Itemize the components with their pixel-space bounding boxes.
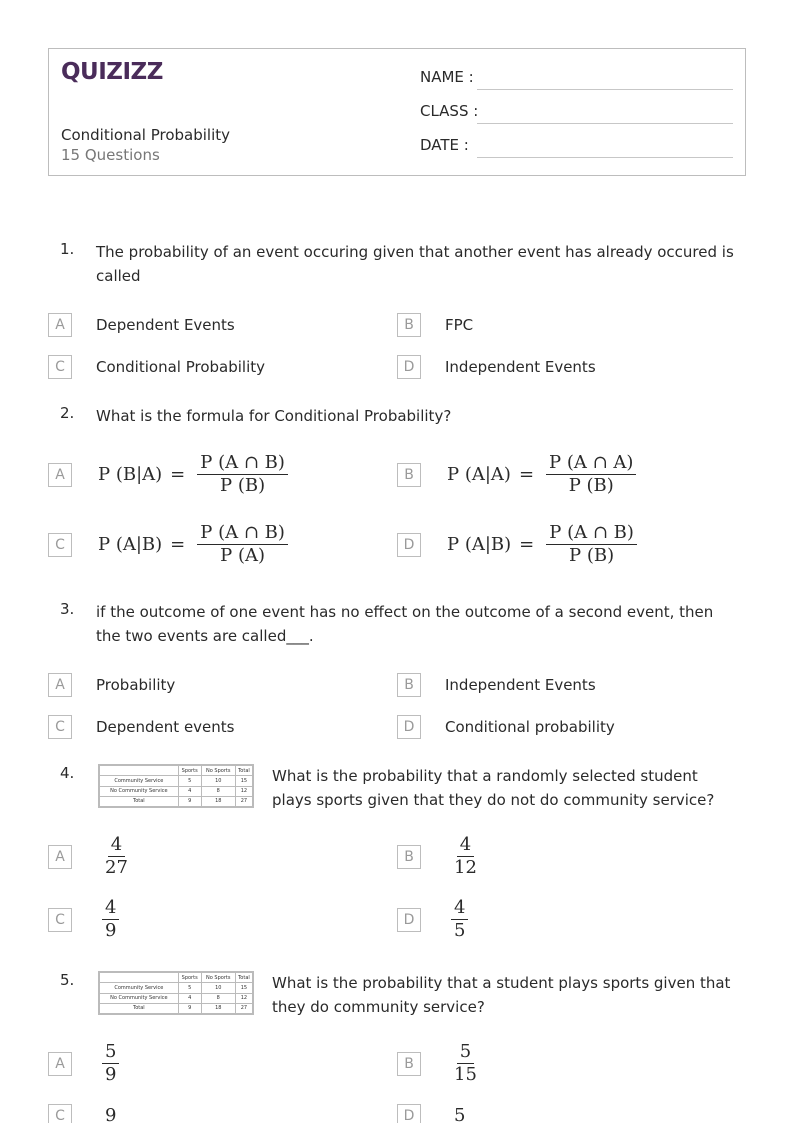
formula — [447, 1105, 472, 1123]
table-cell: 12 — [235, 786, 252, 796]
table-header-row — [100, 766, 253, 776]
denominator: P (B) — [220, 475, 266, 496]
option-b[interactable] — [397, 673, 596, 697]
option-c[interactable] — [48, 897, 123, 942]
table-row — [100, 776, 253, 786]
table-cell: No Sports — [201, 973, 235, 983]
table-cell: Total — [100, 1003, 179, 1013]
formula — [447, 452, 640, 497]
table-row — [100, 1003, 253, 1013]
option-letter: D — [397, 908, 421, 932]
question-number: 4. — [60, 764, 75, 782]
equals-sign: = — [170, 464, 186, 485]
worksheet-title: Conditional Probability — [61, 126, 230, 144]
table-row — [100, 796, 253, 806]
table-cell: 10 — [201, 776, 235, 786]
formula — [98, 897, 123, 942]
class-line[interactable] — [477, 123, 733, 124]
option-letter: B — [397, 845, 421, 869]
table-cell: 9 — [178, 1003, 201, 1013]
table-cell: 4 — [178, 993, 201, 1003]
date-label: DATE : — [420, 136, 469, 154]
denominator: 12 — [454, 857, 477, 878]
option-a[interactable] — [48, 673, 175, 697]
table-cell: 4 — [178, 786, 201, 796]
option-letter: D — [397, 355, 421, 379]
table-row — [100, 993, 253, 1003]
table-cell: 9 — [178, 796, 201, 806]
table-cell: No Community Service — [100, 786, 179, 796]
option-b[interactable] — [397, 313, 473, 337]
table-cell: Community Service — [100, 983, 179, 993]
data-table-image — [98, 971, 254, 1015]
option-letter: C — [48, 715, 72, 739]
numerator: 4 — [108, 834, 125, 857]
fraction — [102, 897, 119, 942]
question-number: 2. — [60, 404, 75, 422]
table-cell: 8 — [201, 993, 235, 1003]
table-cell: 15 — [235, 776, 252, 786]
option-b[interactable] — [397, 834, 484, 879]
question-number: 5. — [60, 971, 75, 989]
option-letter: C — [48, 533, 72, 557]
numerator: 5 — [102, 1041, 119, 1064]
formula — [98, 452, 292, 497]
option-text: Independent Events — [445, 676, 596, 694]
denominator: 27 — [105, 857, 128, 878]
formula-lhs: P (B|A) — [98, 464, 163, 485]
option-c[interactable] — [48, 715, 234, 739]
table-cell: 5 — [178, 983, 201, 993]
formula-lhs: P (A|B) — [98, 534, 163, 555]
option-b[interactable] — [397, 1041, 484, 1086]
formula-lhs: P (A|A) — [447, 464, 511, 485]
contingency-table — [99, 765, 253, 807]
name-label: NAME : — [420, 68, 474, 86]
table-cell: Total — [235, 766, 252, 776]
formula — [98, 1105, 123, 1123]
table-cell: No Sports — [201, 766, 235, 776]
question-count: 15 Questions — [61, 146, 160, 164]
formula — [98, 834, 135, 879]
fraction — [451, 897, 468, 942]
table-row — [100, 786, 253, 796]
formula-lhs: P (A|B) — [447, 534, 512, 555]
option-d[interactable] — [397, 715, 615, 739]
formula — [447, 522, 641, 567]
fraction — [102, 1105, 119, 1123]
table-cell: 12 — [235, 993, 252, 1003]
equals-sign: = — [170, 534, 186, 555]
numerator: 4 — [457, 834, 474, 857]
option-letter: A — [48, 463, 72, 487]
fraction — [197, 452, 288, 497]
option-letter: B — [397, 1052, 421, 1076]
option-a[interactable] — [48, 313, 235, 337]
formula — [98, 1041, 123, 1086]
fraction — [197, 522, 288, 567]
table-row — [100, 983, 253, 993]
option-letter: B — [397, 463, 421, 487]
option-d[interactable] — [397, 1104, 472, 1123]
option-text: Probability — [96, 676, 176, 694]
option-letter: A — [48, 673, 72, 697]
option-letter: B — [397, 673, 421, 697]
table-cell: 5 — [178, 776, 201, 786]
option-letter: D — [397, 1104, 421, 1123]
denominator: 5 — [454, 920, 466, 941]
option-letter: D — [397, 533, 421, 557]
formula — [447, 1041, 484, 1086]
data-table-image — [98, 764, 254, 808]
denominator: 9 — [105, 920, 117, 941]
denominator: 9 — [105, 1064, 117, 1085]
numerator: P (A ∩ B) — [197, 522, 288, 545]
option-letter: A — [48, 845, 72, 869]
question-text: What is the probability that a randomly selected student plays sports given that they do not do community service? — [272, 767, 715, 809]
option-a[interactable] — [48, 834, 135, 879]
question-number: 1. — [60, 240, 75, 258]
formula — [447, 897, 472, 942]
table-cell — [100, 766, 179, 776]
formula — [447, 834, 484, 879]
table-cell: 27 — [235, 1003, 252, 1013]
table-cell: Total — [235, 973, 252, 983]
table-cell: 18 — [201, 1003, 235, 1013]
table-cell: 27 — [235, 796, 252, 806]
option-letter: A — [48, 313, 72, 337]
name-line[interactable] — [477, 89, 733, 90]
numerator: P (A ∩ B) — [197, 452, 288, 475]
table-cell: 8 — [201, 786, 235, 796]
option-c[interactable] — [48, 1104, 123, 1123]
table-cell: 15 — [235, 983, 252, 993]
option-a[interactable] — [48, 1041, 123, 1086]
equals-sign: = — [518, 464, 535, 485]
option-letter: C — [48, 1104, 72, 1123]
numerator: 5 — [451, 1105, 468, 1123]
denominator: P (B) — [569, 545, 615, 566]
option-text: Conditional probability — [445, 718, 615, 736]
fraction — [451, 834, 480, 879]
class-label: CLASS : — [420, 102, 479, 120]
fraction — [102, 834, 131, 879]
option-d[interactable] — [397, 355, 596, 379]
table-cell: 10 — [201, 983, 235, 993]
option-text: Dependent Events — [96, 316, 235, 334]
option-letter: C — [48, 908, 72, 932]
fraction — [546, 522, 637, 567]
fraction — [451, 1105, 468, 1123]
numerator: 9 — [102, 1105, 119, 1123]
table-cell: 18 — [201, 796, 235, 806]
contingency-table — [99, 972, 253, 1014]
table-cell — [100, 973, 179, 983]
question-text: What is the probability that a student plays sports given that they do community service? — [272, 974, 731, 1016]
option-b[interactable] — [397, 452, 640, 497]
option-c[interactable] — [48, 355, 265, 379]
option-letter: C — [48, 355, 72, 379]
denominator: P (B) — [568, 475, 614, 496]
option-letter: B — [397, 313, 421, 337]
table-cell: No Community Service — [100, 993, 179, 1003]
table-cell: Total — [100, 796, 179, 806]
option-a[interactable] — [48, 452, 292, 497]
option-d[interactable] — [397, 522, 641, 567]
fraction — [451, 1041, 480, 1086]
option-d[interactable] — [397, 897, 472, 942]
table-header-row — [100, 973, 253, 983]
quizizz-logo: QUIZIZZ — [61, 59, 163, 85]
date-line[interactable] — [477, 157, 733, 158]
equals-sign: = — [519, 534, 535, 555]
option-text: Independent Events — [445, 358, 596, 376]
numerator: 4 — [102, 897, 119, 920]
worksheet-header — [48, 48, 746, 176]
formula — [98, 522, 292, 567]
numerator: 4 — [451, 897, 468, 920]
option-letter: A — [48, 1052, 72, 1076]
numerator: P (A ∩ B) — [546, 522, 637, 545]
fraction — [546, 452, 636, 497]
question-text: The probability of an event occuring given that another event has already occured is called — [96, 243, 734, 285]
question-number: 3. — [60, 600, 75, 618]
question-text: What is the formula for Conditional Probability? — [96, 407, 452, 425]
table-cell: Sports — [178, 766, 201, 776]
numerator: 5 — [457, 1041, 474, 1064]
denominator: 15 — [454, 1064, 477, 1085]
fraction — [102, 1041, 119, 1086]
option-c[interactable] — [48, 522, 292, 567]
question-text: if the outcome of one event has no effect on the outcome of a second event, then the two events are called___. — [96, 603, 714, 645]
table-cell: Sports — [178, 973, 201, 983]
option-text: Conditional Probability — [96, 358, 265, 376]
denominator: P (A) — [220, 545, 266, 566]
numerator: P (A ∩ A) — [546, 452, 636, 475]
table-cell: Community Service — [100, 776, 179, 786]
option-letter: D — [397, 715, 421, 739]
option-text: Dependent events — [96, 718, 235, 736]
option-text: FPC — [445, 316, 474, 334]
